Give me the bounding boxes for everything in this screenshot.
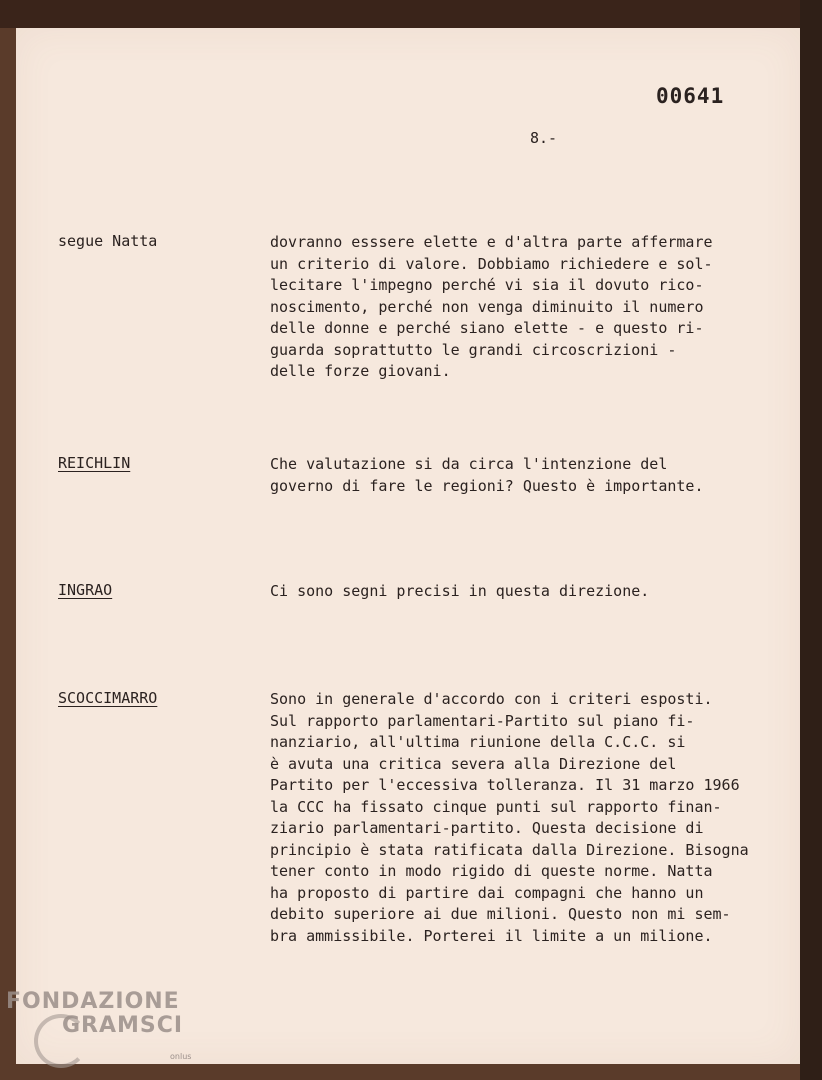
text-line: Ci sono segni precisi in questa direzione. [270,582,650,600]
text-line: la CCC ha fissato cinque punti sul rapporto finan- [270,797,722,816]
speaker-ingrao: INGRAO [58,581,113,599]
speaker-natta: segue Natta [58,232,158,250]
page-number: 8.- [530,129,558,147]
speech-reichlin [270,454,703,497]
text-line: dovranno esssere elette e d'altra parte affermare [270,233,713,251]
text-line: Che valutazione si da circa l'intenzione del [270,455,668,473]
scan-border-top [0,0,822,28]
text-line: un criterio di valore. Dobbiamo richiedere e sol- [270,254,713,273]
text-line: guarda soprattutto le grandi circoscrizioni - [270,340,677,359]
text-line: nanziario, all'ultima riunione della C.C.C. si [270,733,686,751]
text-line: ziario parlamentari-partito. Questa decisione di [270,819,704,837]
watermark-line1: FONDAZIONE [6,989,180,1014]
speaker-scoccimarro: SCOCCIMARRO [58,689,158,707]
speech-natta [270,232,713,383]
speech-scoccimarro [270,689,749,947]
text-line: governo di fare le regioni? Questo è importante. [270,476,704,495]
text-line: lecitare l'impegno perché vi sia il dovuto rico- [270,276,704,294]
text-line: principio è stata ratificata dalla Direzione. Bisogna [270,840,749,859]
watermark-line2: GRAMSCI [62,1013,184,1038]
speaker-reichlin: REICHLIN [58,454,131,472]
watermark-small: onlus [170,1052,192,1061]
text-line: tener conto in modo rigido di queste norme. Natta [270,862,713,880]
text-line: delle forze giovani. [270,362,451,380]
text-line: è avuta una critica severa alla Direzione del [270,754,677,773]
text-line: Sono in generale d'accordo con i criteri esposti. [270,690,713,708]
text-line: Partito per l'eccessiva tolleranza. Il 31 marzo 1966 [270,776,740,794]
scan-border-right [800,0,822,1080]
text-line: bra ammissibile. Porterei il limite a un milione. [270,926,713,945]
speech-ingrao [270,581,649,603]
text-line: noscimento, perché non venga diminuito il numero [270,297,704,316]
document-page [16,28,800,1064]
text-line: Sul rapporto parlamentari-Partito sul piano fi- [270,711,695,730]
text-line: ha proposto di partire dai compagni che hanno un [270,883,704,902]
document-number: 00641 [656,84,725,108]
text-line: delle donne e perché siano elette - e questo ri- [270,319,704,337]
text-line: debito superiore ai due milioni. Questo non mi sem- [270,905,731,923]
watermark [6,990,183,1038]
